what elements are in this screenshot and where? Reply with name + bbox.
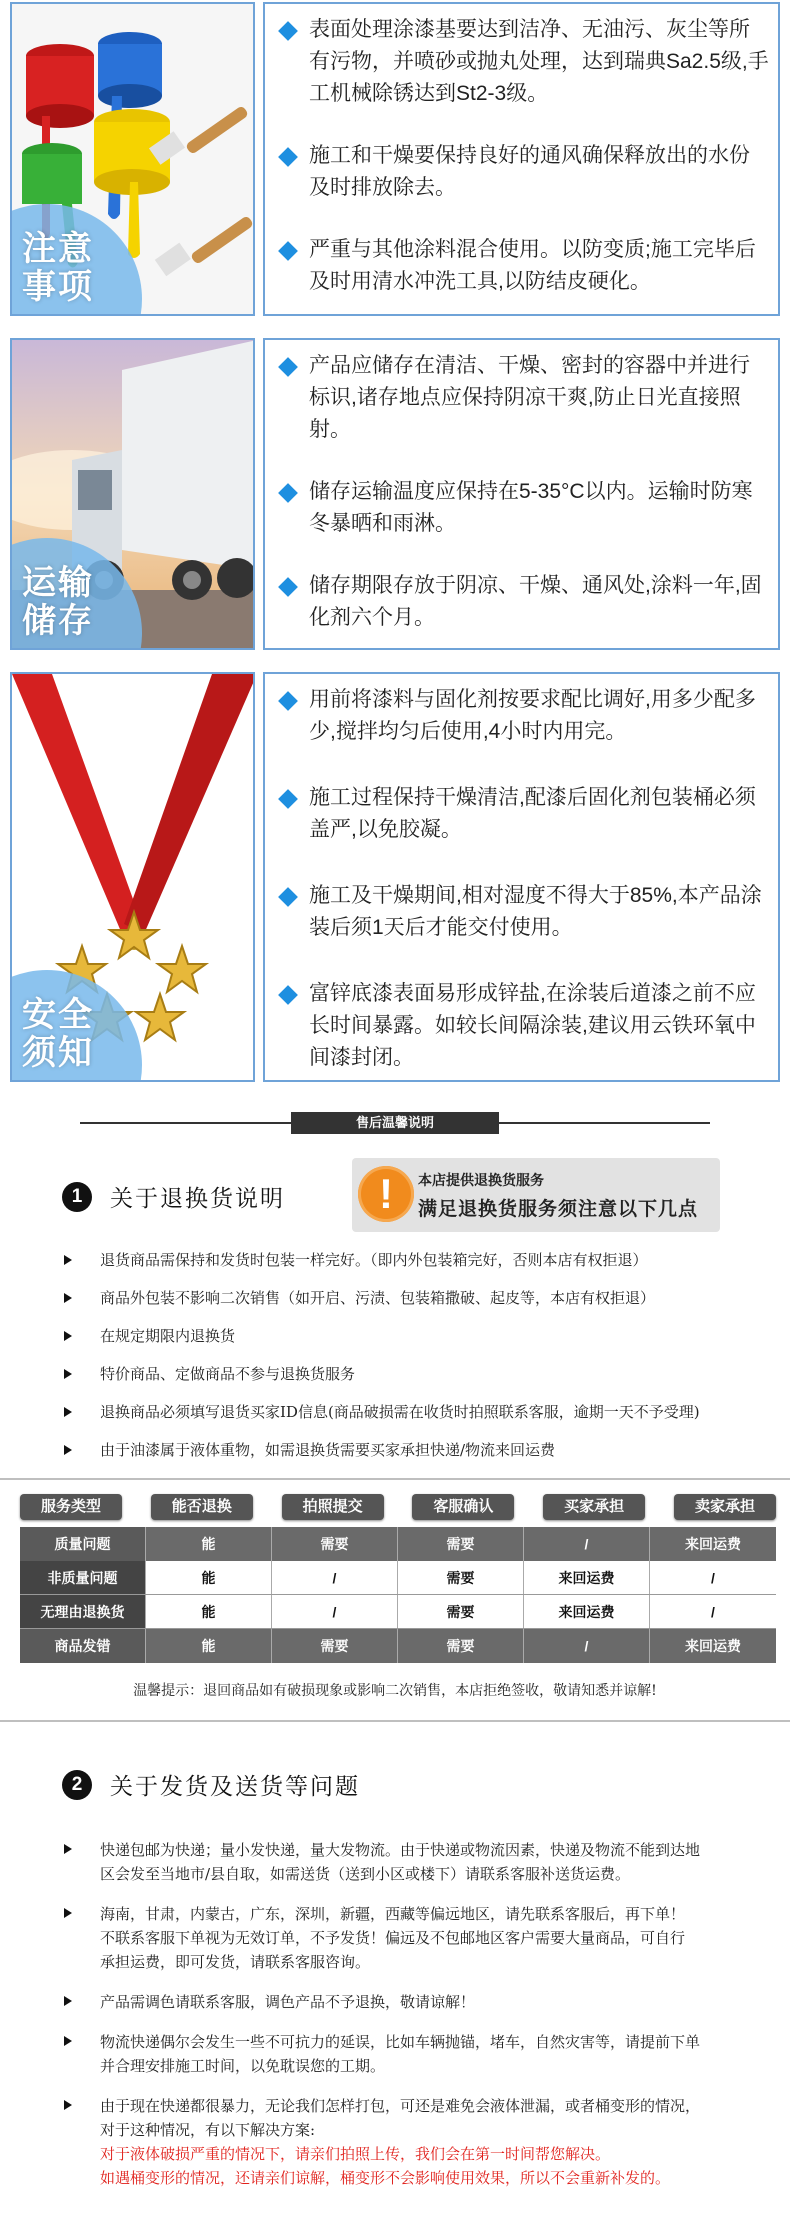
- part1-title-text: 关于退换货说明: [110, 1185, 285, 1211]
- bullet-item: 富锌底漆表面易形成锌盐,在涂装后道漆之前不应长时间暴露。如较长间隔涂装,建议用云铁环氧中间漆封闭。: [277, 978, 770, 1074]
- part1-title: [62, 1180, 285, 1213]
- service-table-header: [20, 1494, 776, 1520]
- header-rule-right: [499, 1122, 710, 1124]
- table-cell: 非质量问题: [20, 1561, 146, 1594]
- table-cell: /: [711, 1570, 715, 1586]
- column-header: 买家承担: [543, 1494, 645, 1520]
- section-tag: [22, 230, 94, 306]
- notice-box: [352, 1158, 720, 1232]
- bullet-item: 施工和干燥要保持良好的通风确保释放出的水份及时排放除去。: [277, 140, 770, 204]
- arrow-bullet-icon: [64, 1445, 72, 1455]
- arrow-bullet-icon: [64, 2100, 72, 2110]
- column-header: 能否退换: [151, 1494, 253, 1520]
- table-cell: 能: [146, 1527, 272, 1561]
- tag-line: 事项: [22, 268, 94, 306]
- tag-line: 储存: [22, 602, 94, 640]
- list-item: 产品需调色请联系客服，调色产品不予退换，敬请谅解！: [60, 1990, 780, 2014]
- tag-line: 须知: [22, 1034, 94, 1072]
- bullet-item: 储存运输温度应保持在5-35°C以内。运输时防寒冬暴晒和雨淋。: [277, 476, 770, 540]
- table-cell: 能: [146, 1561, 272, 1594]
- list-item: 物流快递偶尔会发生一些不可抗力的延误，比如车辆抛锚，堵车，自然灾害等，请提前下单 并合理安排施工时间，以免耽误您的工期。: [60, 2030, 780, 2078]
- section-divider: [0, 1478, 790, 1480]
- list-item: 快递包邮为快递；量小发快递，量大发物流。由于快递或物流因素，快递及物流不能到达地 区会发至当地市/县自取，如需送货（送到小区或楼下）请联系客服补送货运费。: [60, 1838, 780, 1886]
- section-tag: [22, 564, 94, 640]
- diamond-bullet-icon: [278, 691, 298, 711]
- warm-tip: 温馨提示：退回商品如有破损现象或影响二次销售，本店拒绝签收，敬请知悉并谅解!: [133, 1683, 657, 1699]
- table-cell: 需要: [398, 1527, 524, 1561]
- bullet-item: 严重与其他涂料混合使用。以防变质;施工完毕后及时用清水冲洗工具,以防结皮硬化。: [277, 234, 770, 298]
- column-header: 拍照提交: [282, 1494, 384, 1520]
- table-row: [20, 1527, 776, 1561]
- table-row: [20, 1629, 776, 1663]
- table-row: [20, 1595, 776, 1629]
- table-cell: 来回运费: [685, 1638, 741, 1654]
- table-cell: 需要: [398, 1629, 524, 1663]
- list-item: 商品外包装不影响二次销售（如开启、污渍、包装箱撒破、起皮等，本店有权拒退）: [60, 1287, 780, 1325]
- list-item: 由于现在快递都很暴力，无论我们怎样打包，可还是难免会液体泄漏，或者桶变形的情况， 对于这种情况，有以下解决方案: 对于液体破损严重的情况下，请亲们拍照上传，我们会在第一时间帮您解决。 如遇桶变形的情况，还请亲们谅解，桶变形不会影响使用效果，所以不会重新补发的。: [60, 2094, 780, 2190]
- table-cell: 能: [146, 1629, 272, 1663]
- bullet-item: 储存期限存放于阴凉、干燥、通风处,涂料一年,固化剂六个月。: [277, 570, 770, 634]
- truck-image: [10, 338, 255, 650]
- arrow-bullet-icon: [64, 1331, 72, 1341]
- arrow-bullet-icon: [64, 1844, 72, 1854]
- list-item: 由于油漆属于液体重物，如需退换货需要买家承担快递/物流来回运费: [60, 1439, 780, 1477]
- table-cell: 需要: [398, 1595, 524, 1628]
- arrow-bullet-icon: [64, 1369, 72, 1379]
- safety-text: [263, 672, 780, 1082]
- table-cell: 需要: [398, 1561, 524, 1594]
- number-badge: 2: [62, 1770, 92, 1800]
- table-cell: /: [272, 1561, 398, 1594]
- table-cell: 来回运费: [524, 1561, 650, 1594]
- column-header: 服务类型: [20, 1494, 122, 1520]
- arrow-bullet-icon: [64, 1255, 72, 1265]
- bullet-item: 用前将漆料与固化剂按要求配比调好,用多少配多少,搅拌均匀后使用,4小时内用完。: [277, 684, 770, 748]
- shipping-rules-list: [60, 1838, 780, 2190]
- bullet-item: 施工过程保持干燥清洁,配漆后固化剂包装桶必须盖严,以免胶凝。: [277, 782, 770, 846]
- section-divider: [0, 1720, 790, 1722]
- table-cell: 质量问题: [20, 1527, 146, 1561]
- red-note: 对于液体破损严重的情况下，请亲们拍照上传，我们会在第一时间帮您解决。: [100, 2145, 611, 2163]
- arrow-bullet-icon: [64, 1996, 72, 2006]
- list-item: 特价商品、定做商品不参与退换货服务: [60, 1363, 780, 1401]
- section-tag: [22, 996, 94, 1072]
- table-row: [20, 1561, 776, 1595]
- precautions-text: [263, 2, 780, 316]
- table-cell: /: [524, 1629, 650, 1663]
- tag-line: 运输: [22, 564, 94, 602]
- after-sales-header: 售后温馨说明: [291, 1112, 499, 1134]
- table-cell: 无理由退换货: [20, 1595, 146, 1628]
- table-cell: 需要: [272, 1629, 398, 1663]
- list-item: 在规定期限内退换货: [60, 1325, 780, 1363]
- bullet-item: 施工及干燥期间,相对湿度不得大于85%,本产品涂装后须1天后才能交付使用。: [277, 880, 770, 944]
- tag-line: 注意: [22, 230, 94, 268]
- diamond-bullet-icon: [278, 357, 298, 377]
- table-cell: 来回运费: [524, 1595, 650, 1628]
- section-precautions: [10, 2, 780, 316]
- diamond-bullet-icon: [278, 147, 298, 167]
- list-item: 海南，甘肃，内蒙古，广东，深圳，新疆，西藏等偏远地区，请先联系客服后，再下单！ 不联系客服下单视为无效订单，不予发货！偏远及不包邮地区客户需要大量商品，可自行 承担运费，即可发货，请联系客服咨询。: [60, 1902, 780, 1974]
- transport-text: [263, 338, 780, 650]
- arrow-bullet-icon: [64, 1908, 72, 1918]
- diamond-bullet-icon: [278, 577, 298, 597]
- table-cell: 能: [146, 1595, 272, 1628]
- red-note: 如遇桶变形的情况，还请亲们谅解，桶变形不会影响使用效果，所以不会重新补发的。: [100, 2169, 671, 2187]
- table-cell: 来回运费: [685, 1536, 741, 1552]
- number-badge: 1: [62, 1182, 92, 1212]
- medal-image: [10, 672, 255, 1082]
- column-header: 卖家承担: [674, 1494, 776, 1520]
- arrow-bullet-icon: [64, 2036, 72, 2046]
- part2-title: [62, 1768, 360, 1801]
- service-table: [20, 1527, 776, 1663]
- table-cell: 商品发错: [20, 1629, 146, 1663]
- arrow-bullet-icon: [64, 1407, 72, 1417]
- table-cell: /: [524, 1527, 650, 1561]
- column-header: 客服确认: [412, 1494, 514, 1520]
- tag-line: 安全: [22, 996, 94, 1034]
- return-rules-list: [60, 1249, 780, 1477]
- table-cell: /: [272, 1595, 398, 1628]
- arrow-bullet-icon: [64, 1293, 72, 1303]
- table-cell: /: [711, 1604, 715, 1620]
- notice-line1: 本店提供退换货服务: [418, 1172, 544, 1188]
- diamond-bullet-icon: [278, 985, 298, 1005]
- diamond-bullet-icon: [278, 789, 298, 809]
- section-transport-storage: [10, 338, 780, 650]
- list-item: 退换商品必须填写退货买家ID信息(商品破损需在收货时拍照联系客服，逾期一天不予受理): [60, 1401, 780, 1439]
- diamond-bullet-icon: [278, 483, 298, 503]
- diamond-bullet-icon: [278, 21, 298, 41]
- notice-line2: 满足退换货服务须注意以下几点: [418, 1199, 699, 1220]
- paint-cans-image: [10, 2, 255, 316]
- bullet-item: 产品应储存在清洁、干燥、密封的容器中并进行标识,诸存地点应保持阴凉干爽,防止日光直接照射。: [277, 350, 770, 446]
- diamond-bullet-icon: [278, 887, 298, 907]
- diamond-bullet-icon: [278, 241, 298, 261]
- header-rule-left: [80, 1122, 291, 1124]
- table-cell: 需要: [272, 1527, 398, 1561]
- section-safety: [10, 672, 780, 1082]
- part2-title-text: 关于发货及送货等问题: [110, 1773, 360, 1799]
- bullet-item: 表面处理涂漆基要达到洁净、无油污、灰尘等所有污物，并喷砂或抛丸处理，达到瑞典Sa2.5级,手工机械除锈达到St2-3级。: [277, 14, 770, 110]
- list-item: 退货商品需保持和发货时包装一样完好。（即内外包装箱完好，否则本店有权拒退）: [60, 1249, 780, 1287]
- exclamation-icon: !: [358, 1166, 414, 1222]
